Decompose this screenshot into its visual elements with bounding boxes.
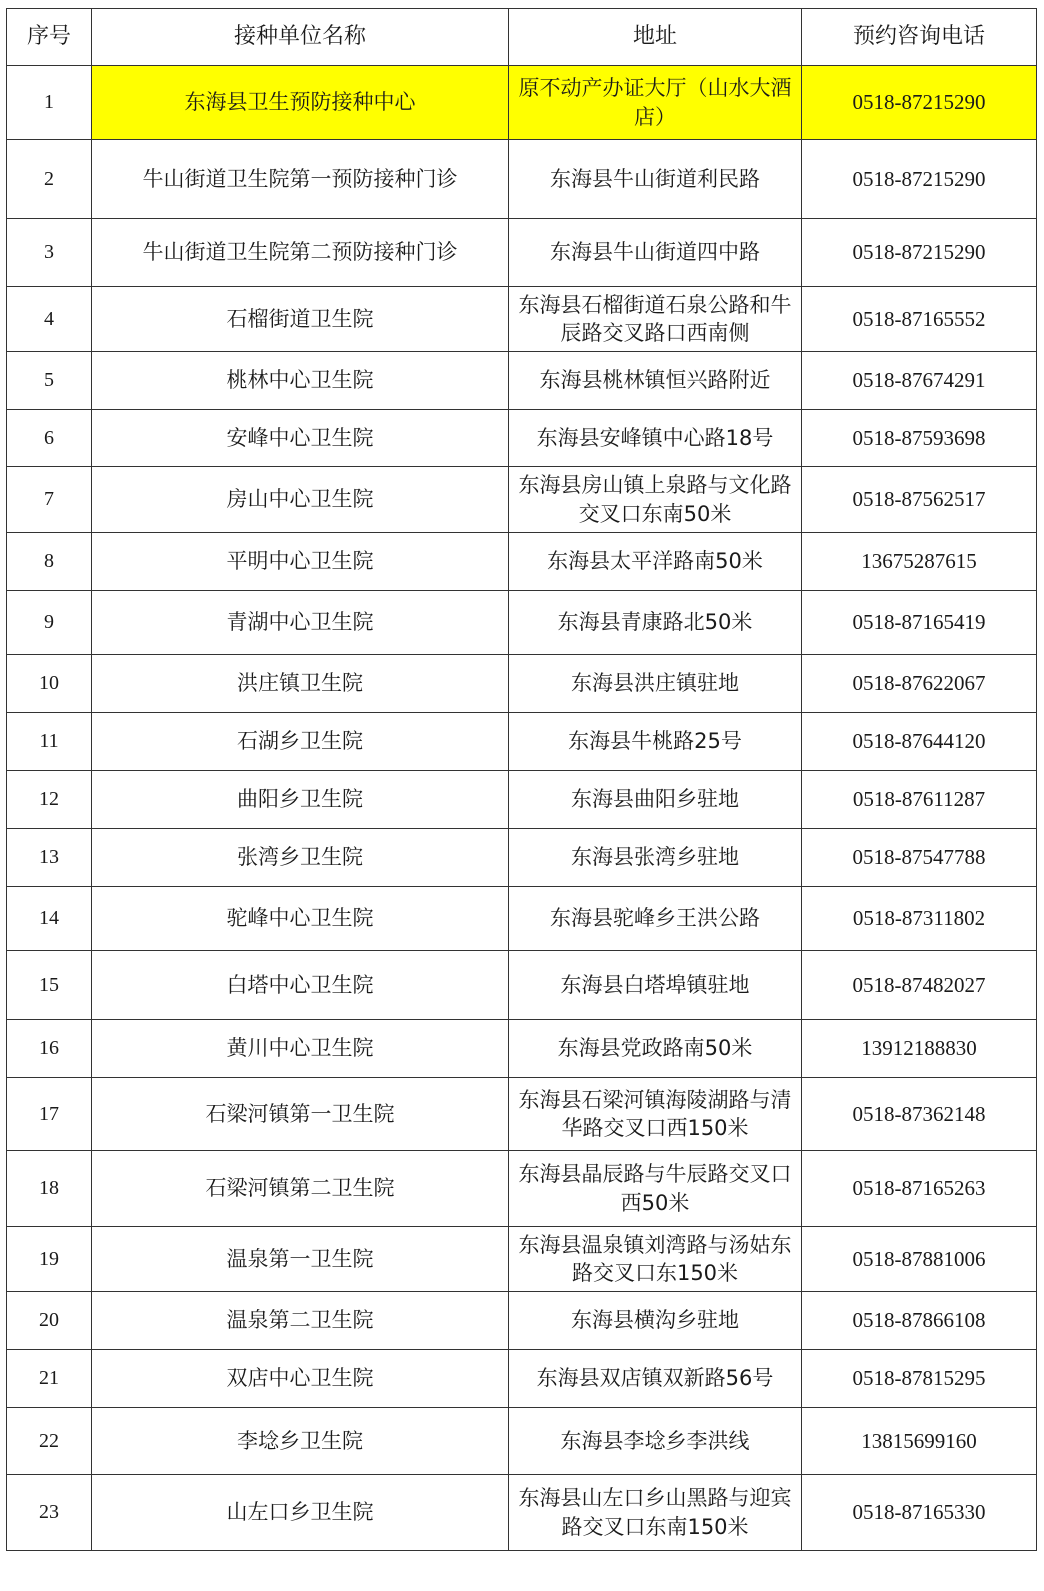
row-address: 原不动产办证大厅（山水大酒店）: [509, 66, 802, 140]
row-unit-name: 黄川中心卫生院: [92, 1020, 509, 1078]
row-unit-name: 安峰中心卫生院: [92, 410, 509, 467]
table-row: [7, 1078, 1037, 1151]
table-row: [7, 467, 1037, 533]
row-phone: 0518-87362148: [802, 1078, 1037, 1151]
row-unit-name: 李埝乡卫生院: [92, 1408, 509, 1475]
table-row: [7, 1408, 1037, 1475]
table-row: [7, 287, 1037, 352]
row-phone: 0518-87311802: [802, 887, 1037, 951]
row-phone: 0518-87215290: [802, 66, 1037, 140]
header-index: 序号: [7, 9, 92, 66]
row-phone: 0518-87593698: [802, 410, 1037, 467]
row-index: 22: [7, 1408, 92, 1475]
row-index: 7: [7, 467, 92, 533]
header-row: [7, 9, 1037, 66]
row-unit-name: 石梁河镇第二卫生院: [92, 1151, 509, 1227]
row-unit-name: 温泉第二卫生院: [92, 1292, 509, 1350]
row-phone: 0518-87674291: [802, 352, 1037, 410]
row-address: 东海县房山镇上泉路与文化路交叉口东南50米: [509, 467, 802, 533]
table-row: [7, 219, 1037, 287]
row-unit-name: 驼峰中心卫生院: [92, 887, 509, 951]
row-phone: 13912188830: [802, 1020, 1037, 1078]
table-row: [7, 591, 1037, 655]
row-index: 13: [7, 829, 92, 887]
row-unit-name: 牛山街道卫生院第二预防接种门诊: [92, 219, 509, 287]
row-index: 4: [7, 287, 92, 352]
header-phone: 预约咨询电话: [802, 9, 1037, 66]
row-address: 东海县洪庄镇驻地: [509, 655, 802, 713]
header-unit-name: 接种单位名称: [92, 9, 509, 66]
row-address: 东海县党政路南50米: [509, 1020, 802, 1078]
row-address: 东海县牛桃路25号: [509, 713, 802, 771]
row-phone: 0518-87165552: [802, 287, 1037, 352]
row-index: 1: [7, 66, 92, 140]
row-index: 14: [7, 887, 92, 951]
table-row: [7, 410, 1037, 467]
table-row: [7, 66, 1037, 140]
header-address: 地址: [509, 9, 802, 66]
row-address: 东海县横沟乡驻地: [509, 1292, 802, 1350]
row-address: 东海县曲阳乡驻地: [509, 771, 802, 829]
row-phone: 0518-87165419: [802, 591, 1037, 655]
row-unit-name: 白塔中心卫生院: [92, 951, 509, 1020]
row-phone: 0518-87547788: [802, 829, 1037, 887]
row-index: 18: [7, 1151, 92, 1227]
row-phone: 0518-87165330: [802, 1475, 1037, 1551]
row-unit-name: 东海县卫生预防接种中心: [92, 66, 509, 140]
row-index: 10: [7, 655, 92, 713]
row-index: 23: [7, 1475, 92, 1551]
row-unit-name: 张湾乡卫生院: [92, 829, 509, 887]
table-row: [7, 951, 1037, 1020]
row-index: 21: [7, 1350, 92, 1408]
row-address: 东海县石榴街道石泉公路和牛辰路交叉路口西南侧: [509, 287, 802, 352]
row-address: 东海县山左口乡山黑路与迎宾路交叉口东南150米: [509, 1475, 802, 1551]
table-row: [7, 352, 1037, 410]
row-phone: 0518-87562517: [802, 467, 1037, 533]
table-row: [7, 1151, 1037, 1227]
row-phone: 0518-87482027: [802, 951, 1037, 1020]
row-phone: 13815699160: [802, 1408, 1037, 1475]
row-phone: 13675287615: [802, 533, 1037, 591]
row-phone: 0518-87165263: [802, 1151, 1037, 1227]
table-header: [7, 9, 1037, 66]
table-row: [7, 1292, 1037, 1350]
row-unit-name: 曲阳乡卫生院: [92, 771, 509, 829]
table-row: [7, 140, 1037, 219]
row-unit-name: 洪庄镇卫生院: [92, 655, 509, 713]
row-unit-name: 温泉第一卫生院: [92, 1227, 509, 1292]
row-unit-name: 桃林中心卫生院: [92, 352, 509, 410]
row-phone: 0518-87215290: [802, 140, 1037, 219]
row-phone: 0518-87644120: [802, 713, 1037, 771]
row-address: 东海县石梁河镇海陵湖路与清华路交叉口西150米: [509, 1078, 802, 1151]
row-index: 17: [7, 1078, 92, 1151]
row-unit-name: 青湖中心卫生院: [92, 591, 509, 655]
table-row: [7, 713, 1037, 771]
row-index: 2: [7, 140, 92, 219]
row-index: 11: [7, 713, 92, 771]
row-address: 东海县晶辰路与牛辰路交叉口西50米: [509, 1151, 802, 1227]
table-row: [7, 1227, 1037, 1292]
row-address: 东海县牛山街道利民路: [509, 140, 802, 219]
row-index: 6: [7, 410, 92, 467]
row-address: 东海县桃林镇恒兴路附近: [509, 352, 802, 410]
row-address: 东海县温泉镇刘湾路与汤姑东路交叉口东150米: [509, 1227, 802, 1292]
table-row: [7, 771, 1037, 829]
row-index: 19: [7, 1227, 92, 1292]
row-address: 东海县青康路北50米: [509, 591, 802, 655]
row-unit-name: 石梁河镇第一卫生院: [92, 1078, 509, 1151]
table-row: [7, 1350, 1037, 1408]
row-unit-name: 双店中心卫生院: [92, 1350, 509, 1408]
table-body: [7, 66, 1037, 1551]
row-phone: 0518-87881006: [802, 1227, 1037, 1292]
table-row: [7, 533, 1037, 591]
row-address: 东海县安峰镇中心路18号: [509, 410, 802, 467]
table-row: [7, 1020, 1037, 1078]
row-address: 东海县白塔埠镇驻地: [509, 951, 802, 1020]
row-index: 16: [7, 1020, 92, 1078]
table-row: [7, 655, 1037, 713]
row-unit-name: 房山中心卫生院: [92, 467, 509, 533]
row-index: 9: [7, 591, 92, 655]
table-row: [7, 829, 1037, 887]
row-address: 东海县双店镇双新路56号: [509, 1350, 802, 1408]
row-phone: 0518-87215290: [802, 219, 1037, 287]
row-index: 5: [7, 352, 92, 410]
table-row: [7, 887, 1037, 951]
table-row: [7, 1475, 1037, 1551]
row-phone: 0518-87622067: [802, 655, 1037, 713]
row-unit-name: 牛山街道卫生院第一预防接种门诊: [92, 140, 509, 219]
row-unit-name: 石湖乡卫生院: [92, 713, 509, 771]
row-unit-name: 山左口乡卫生院: [92, 1475, 509, 1551]
row-unit-name: 平明中心卫生院: [92, 533, 509, 591]
row-index: 3: [7, 219, 92, 287]
vaccination-sites-sheet: [6, 8, 1036, 1551]
row-address: 东海县驼峰乡王洪公路: [509, 887, 802, 951]
row-phone: 0518-87866108: [802, 1292, 1037, 1350]
row-index: 12: [7, 771, 92, 829]
row-address: 东海县李埝乡李洪线: [509, 1408, 802, 1475]
row-phone: 0518-87611287: [802, 771, 1037, 829]
row-index: 8: [7, 533, 92, 591]
row-unit-name: 石榴街道卫生院: [92, 287, 509, 352]
vaccination-sites-table: [6, 8, 1037, 1551]
row-index: 20: [7, 1292, 92, 1350]
row-address: 东海县张湾乡驻地: [509, 829, 802, 887]
row-index: 15: [7, 951, 92, 1020]
row-address: 东海县牛山街道四中路: [509, 219, 802, 287]
row-phone: 0518-87815295: [802, 1350, 1037, 1408]
row-address: 东海县太平洋路南50米: [509, 533, 802, 591]
